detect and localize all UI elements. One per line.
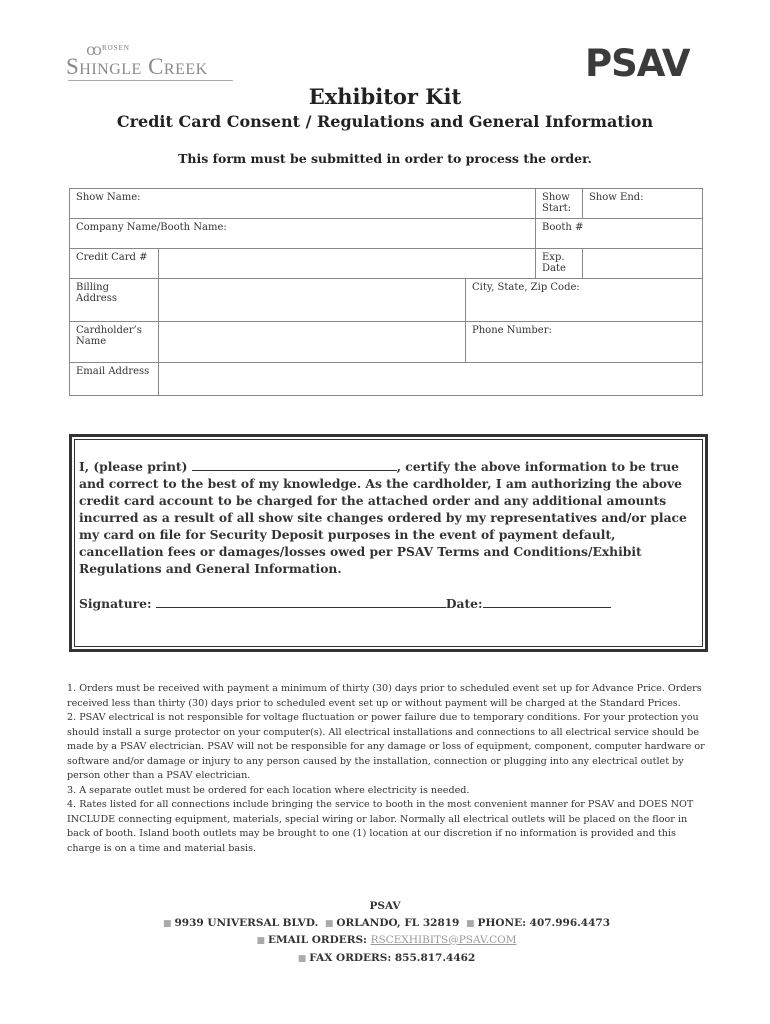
exp-date-label: Exp. Date (542, 252, 566, 274)
signature-line[interactable] (156, 595, 446, 608)
show-start-label: Show Start: (542, 192, 571, 214)
credit-card-input[interactable] (159, 249, 536, 279)
footer-fax-line (0, 950, 770, 968)
company-booth-label: Company Name/Booth Name: (76, 222, 227, 233)
date-label: Date: (445, 596, 483, 611)
footer-fax: FAX ORDERS: 855.817.4462 (309, 951, 476, 964)
square-bullet-icon: ■ (256, 936, 266, 946)
rosen-swirl-icon: ꝏ (86, 40, 102, 59)
page-title: Exhibitor Kit (308, 84, 462, 109)
email-orders-link[interactable]: RSCEXHIBITS@PSAV.COM (370, 934, 517, 946)
footer-city: ORLANDO, FL 32819 (336, 916, 460, 929)
company-booth-name-field[interactable] (70, 219, 536, 249)
psav-logo-text: PSAV (585, 42, 690, 85)
show-end-field[interactable] (583, 189, 703, 219)
cardholder-name-label-cell (70, 322, 159, 363)
billing-address-label: Billing Address (76, 282, 117, 304)
credit-card-label-cell (70, 249, 159, 279)
email-address-label: Email Address (76, 366, 150, 377)
footer-company: PSAV (369, 900, 401, 912)
consent-text: , certify the above information to be true and correct to the best of my knowledge. As the cardholder, I am authorizing the above credit card account to be charged for the attached order and any additional amounts incurred as a result of all show site changes ordered by my representatives and/or place my card on file for Security Deposit purposes in the event of payment default, cancellation fees or damages/losses owed per PSAV Terms and Conditions/Exhibit Regulations and General Information. (79, 459, 687, 576)
billing-address-label-cell (70, 279, 159, 322)
square-bullet-icon: ■ (162, 918, 172, 929)
rule-item: 1. Orders must be received with payment a minimum of thirty (30) days prior to scheduled event set up for Advance Price. Orders received less than thirty (30) days prior to scheduled event set up or without payment will be charged at the Standard Prices. (67, 683, 702, 709)
cardholder-label-line1: Cardholder’s (76, 325, 142, 336)
credit-card-form (69, 188, 703, 396)
signature-row (79, 595, 611, 611)
cardholder-name-input[interactable] (159, 322, 466, 363)
exp-date-label-cell (536, 249, 583, 279)
signature-label: Signature: (79, 596, 152, 611)
rule-item: 3. A separate outlet must be ordered for each location where electricity is needed. (67, 784, 470, 796)
logo-shingle-creek-text: Shingle Creek (66, 54, 208, 79)
cardholder-label-line2: Name (76, 336, 107, 347)
booth-number-label: Booth # (542, 222, 584, 233)
rule-item: 4. Rates listed for all connections include bringing the service to booth in the most convenient manner for PSAV and DOES NOT INCLUDE connecting equipment, materials, special wiring or labor. Normally all electrical outlets will be placed on the floor in back of booth. Island booth outlets may be brought to one (1) location at our discretion if no information is provided and this charge is on a time and material basis. (67, 799, 694, 854)
email-address-input[interactable] (159, 363, 703, 396)
footer-phone: PHONE: 407.996.4473 (477, 916, 611, 929)
print-name-line[interactable] (192, 458, 397, 471)
page-subtitle: Credit Card Consent / Regulations and General Information (116, 112, 654, 131)
phone-number-field[interactable] (466, 322, 703, 363)
footer-address: 9939 UNIVERSAL BLVD. (174, 916, 319, 929)
footer-email-line (0, 932, 770, 950)
logo-rosen-text: ROSEN (102, 44, 130, 52)
credit-card-label: Credit Card # (76, 252, 148, 263)
city-state-zip-field[interactable] (466, 279, 703, 322)
date-line[interactable] (483, 595, 611, 608)
logo-underline (68, 80, 233, 81)
phone-number-label: Phone Number: (472, 325, 552, 336)
rule-item: 2. PSAV electrical is not responsible for voltage fluctuation or power failure due to temporary conditions. For your protection you should install a surge protector on your computer(s). All electrical installations and connections to all electrical service should be made by a PSAV electrician. PSAV will not be responsible for any damage or loss of equipment, component, computer hardware or software and/or damage or injury to any person caused by the installation, connection or plugging into any electrical outlet by person other than a PSAV electrician. (67, 712, 705, 781)
square-bullet-icon: ■ (324, 918, 334, 929)
consent-prefix: I, (please print) (79, 459, 188, 474)
show-start-field[interactable] (536, 189, 583, 219)
footer-address-line (0, 915, 770, 933)
contact-footer (0, 898, 770, 967)
square-bullet-icon: ■ (466, 918, 475, 929)
submission-notice: This form must be submitted in order to process the order. (178, 151, 592, 166)
exp-date-input[interactable] (583, 249, 703, 279)
show-name-field[interactable] (70, 189, 536, 219)
regulations-list (67, 682, 707, 856)
billing-address-input[interactable] (159, 279, 466, 322)
footer-email-label: EMAIL ORDERS: (268, 934, 367, 946)
consent-statement (79, 458, 689, 577)
email-address-label-cell (70, 363, 159, 396)
psav-logo (585, 44, 710, 84)
show-end-label: Show End: (589, 192, 644, 203)
shingle-creek-logo (66, 40, 236, 86)
show-name-label: Show Name: (76, 192, 141, 203)
city-state-zip-label: City, State, Zip Code: (472, 282, 580, 293)
square-bullet-icon: ■ (297, 953, 307, 964)
booth-number-field[interactable] (536, 219, 703, 249)
consent-box (69, 434, 708, 652)
